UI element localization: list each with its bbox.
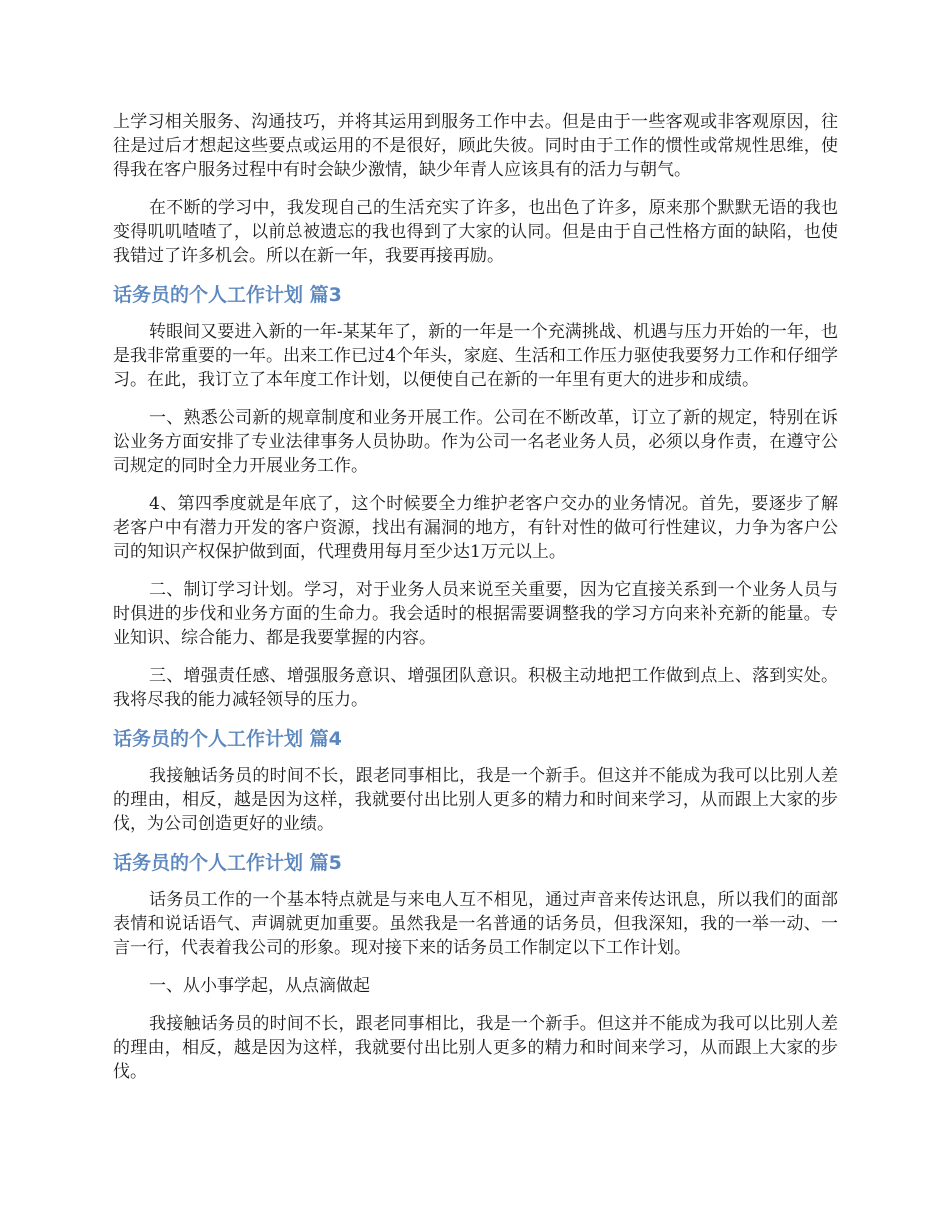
paragraph: 二、制订学习计划。学习，对于业务人员来说至关重要，因为它直接关系到一个业务人员与时俱进的步伐和业务方面的生命力。我会适时的根据需要调整我的学习方向来补充新的能量。专业知识、综合能力、都是我要掌握的内容。 bbox=[113, 580, 838, 648]
paragraph: 在不断的学习中，我发现自己的生活充实了许多，也出色了许多，原来那个默默无语的我也变得叽叽喳喳了，以前总被遗忘的我也得到了大家的认同。但是由于自己性格方面的缺陷，也使我错过了许多机会。所以在新一年，我要再接再励。 bbox=[113, 198, 838, 266]
paragraph: 一、熟悉公司新的规章制度和业务开展工作。公司在不断改革，订立了新的规定，特别在诉讼业务方面安排了专业法律事务人员协助。作为公司一名老业务人员，必须以身作责，在遵守公司规定的同时全力开展业务工作。 bbox=[113, 408, 838, 476]
paragraph: 我接触话务员的时间不长，跟老同事相比，我是一个新手。但这并不能成为我可以比别人差的理由，相反，越是因为这样，我就要付出比别人更多的精力和时间来学习，从而跟上大家的步伐。 bbox=[113, 1014, 838, 1082]
paragraph: 转眼间又要进入新的一年-某某年了，新的一年是一个充满挑战、机遇与压力开始的一年，也是我非常重要的一年。出来工作已过4个年头，家庭、生活和工作压力驱使我要努力工作和仔细学习。在此，我订立了本年度工作计划，以便使自己在新的一年里有更大的进步和成绩。 bbox=[113, 322, 838, 390]
paragraph: 4、第四季度就是年底了，这个时候要全力维护老客户交办的业务情况。首先，要逐步了解老客户中有潜力开发的客户资源，找出有漏洞的地方，有针对性的做可行性建议，力争为客户公司的知识产权保护做到面，代理费用每月至少达1万元以上。 bbox=[113, 494, 838, 562]
section-heading-3: 话务员的个人工作计划 篇3 bbox=[113, 284, 342, 306]
paragraph: 上学习相关服务、沟通技巧，并将其运用到服务工作中去。但是由于一些客观或非客观原因，往往是过后才想起这些要点或运用的不是很好，顾此失彼。同时由于工作的惯性或常规性思维，使得我在客户服务过程中有时会缺少激情，缺少年青人应该具有的活力与朝气。 bbox=[113, 112, 838, 180]
paragraph: 三、增强责任感、增强服务意识、增强团队意识。积极主动地把工作做到点上、落到实处。我将尽我的能力减轻领导的压力。 bbox=[113, 666, 838, 710]
section-heading-4: 话务员的个人工作计划 篇4 bbox=[113, 728, 342, 750]
paragraph: 我接触话务员的时间不长，跟老同事相比，我是一个新手。但这并不能成为我可以比别人差的理由，相反，越是因为这样，我就要付出比别人更多的精力和时间来学习，从而跟上大家的步伐，为公司创造更好的业绩。 bbox=[113, 766, 838, 834]
document-page bbox=[113, 110, 838, 1098]
section-heading-5: 话务员的个人工作计划 篇5 bbox=[113, 852, 342, 874]
paragraph: 话务员工作的一个基本特点就是与来电人互不相见，通过声音来传达讯息，所以我们的面部表情和说话语气、声调就更加重要。虽然我是一名普通的话务员，但我深知，我的一举一动、一言一行，代表着我公司的形象。现对接下来的话务员工作制定以下工作计划。 bbox=[113, 890, 838, 958]
paragraph: 一、从小事学起，从点滴做起 bbox=[149, 976, 370, 996]
